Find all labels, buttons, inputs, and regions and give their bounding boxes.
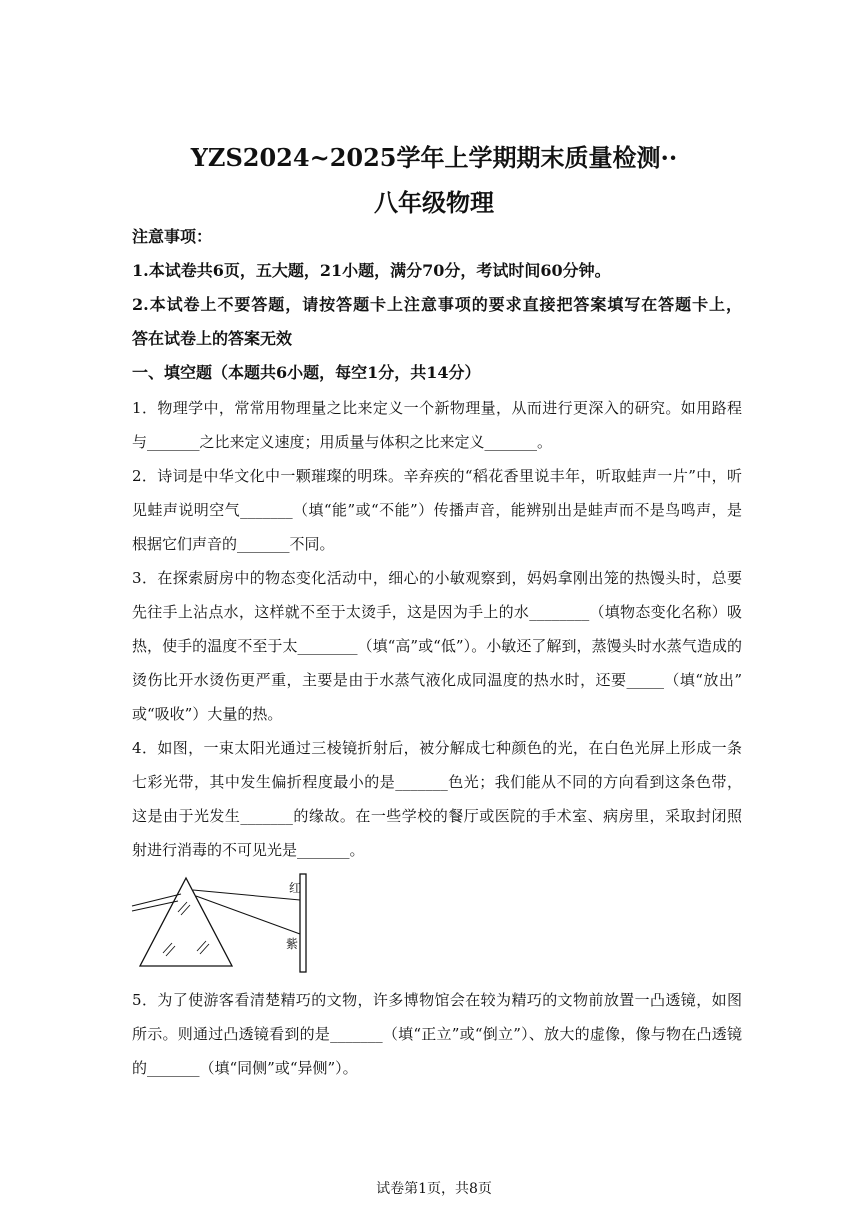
section-1-heading: 一、填空题（本题共6小题，每空1分，共14分） (132, 363, 481, 382)
question-5-line-1: 5．为了使游客看清楚精巧的文物，许多博物馆会在较为精巧的文物前放置一凸透镜，如图 (132, 991, 742, 1009)
notice-heading: 注意事项： (132, 227, 213, 246)
question-5-line-2: 所示。则通过凸透镜看到的是_______（填“正立”或“倒立”）、放大的虚像，像与物在凸透镜 (132, 1025, 742, 1043)
question-2-line-3: 根据它们声音的_______不同。 (132, 535, 335, 553)
notice-item-2-line-1: 2.本试卷上不要答题，请按答题卡上注意事项的要求直接把答案填写在答题卡上， (132, 295, 742, 314)
question-2-line-2: 见蛙声说明空气_______（填“能”或“不能”）传播声音，能辨别出是蛙声而不是鸟鸣声，是 (132, 501, 742, 519)
label-violet: 紫 (286, 937, 299, 951)
question-3-line-5: 或“吸收”）大量的热。 (132, 705, 283, 723)
prism-triangle (140, 878, 232, 966)
question-3-line-3: 热，使手的温度不至于太________（填“高”或“低”）。小敏还了解到，蒸馒头时水蒸气造成的 (132, 637, 742, 655)
label-red: 红 (289, 881, 302, 895)
incident-ray-upper (132, 894, 181, 906)
question-3-line-2: 先往手上沾点水，这样就不至于太烫手，这是因为手上的水________（填物态变化名称）吸 (132, 603, 742, 621)
question-4-line-3: 这是由于光发生_______的缘故。在一些学校的餐厅或医院的手术室、病房里，采取封闭照 (132, 807, 742, 825)
question-3-line-1: 3．在探索厨房中的物态变化活动中，细心的小敏观察到，妈妈拿刚出笼的热馒头时，总要 (132, 569, 742, 587)
page-footer: 试卷第1页，共8页 (376, 1181, 492, 1197)
question-5-line-3: 的_______（填“同侧”或“异侧”）。 (132, 1059, 358, 1077)
prism-dispersion-figure (128, 868, 318, 976)
refracted-ray-red (193, 890, 300, 900)
question-4-line-1: 4．如图，一束太阳光通过三棱镜折射后，被分解成七种颜色的光，在白色光屏上形成一条 (132, 739, 742, 757)
exam-title: YZS2024~2025学年上学期期末质量检测·· (190, 143, 678, 172)
question-4-line-4: 射进行消毒的不可见光是_______。 (132, 841, 365, 859)
question-3-line-4: 烫伤比开水烫伤更严重，主要是由于水蒸气液化成同温度的热水时，还要_____（填“放出” (132, 671, 742, 689)
question-1-line-2: 与_______之比来定义速度；用质量与体积之比来定义_______。 (132, 433, 553, 451)
question-4-line-2: 七彩光带，其中发生偏折程度最小的是_______色光；我们能从不同的方向看到这条色带， (132, 773, 742, 791)
question-2-line-1: 2．诗词是中华文化中一颗璀璨的明珠。辛弃疾的“稻花香里说丰年，听取蛙声一片”中，听 (132, 467, 742, 485)
notice-item-2-line-2: 答在试卷上的答案无效 (132, 329, 293, 348)
exam-subtitle: 八年级物理 (374, 188, 494, 217)
notice-item-1: 1.本试卷共6页，五大题，21小题，满分70分，考试时间60分钟。 (132, 261, 611, 280)
question-1-line-1: 1．物理学中，常常用物理量之比来定义一个新物理量，从而进行更深入的研究。如用路程 (132, 399, 742, 417)
